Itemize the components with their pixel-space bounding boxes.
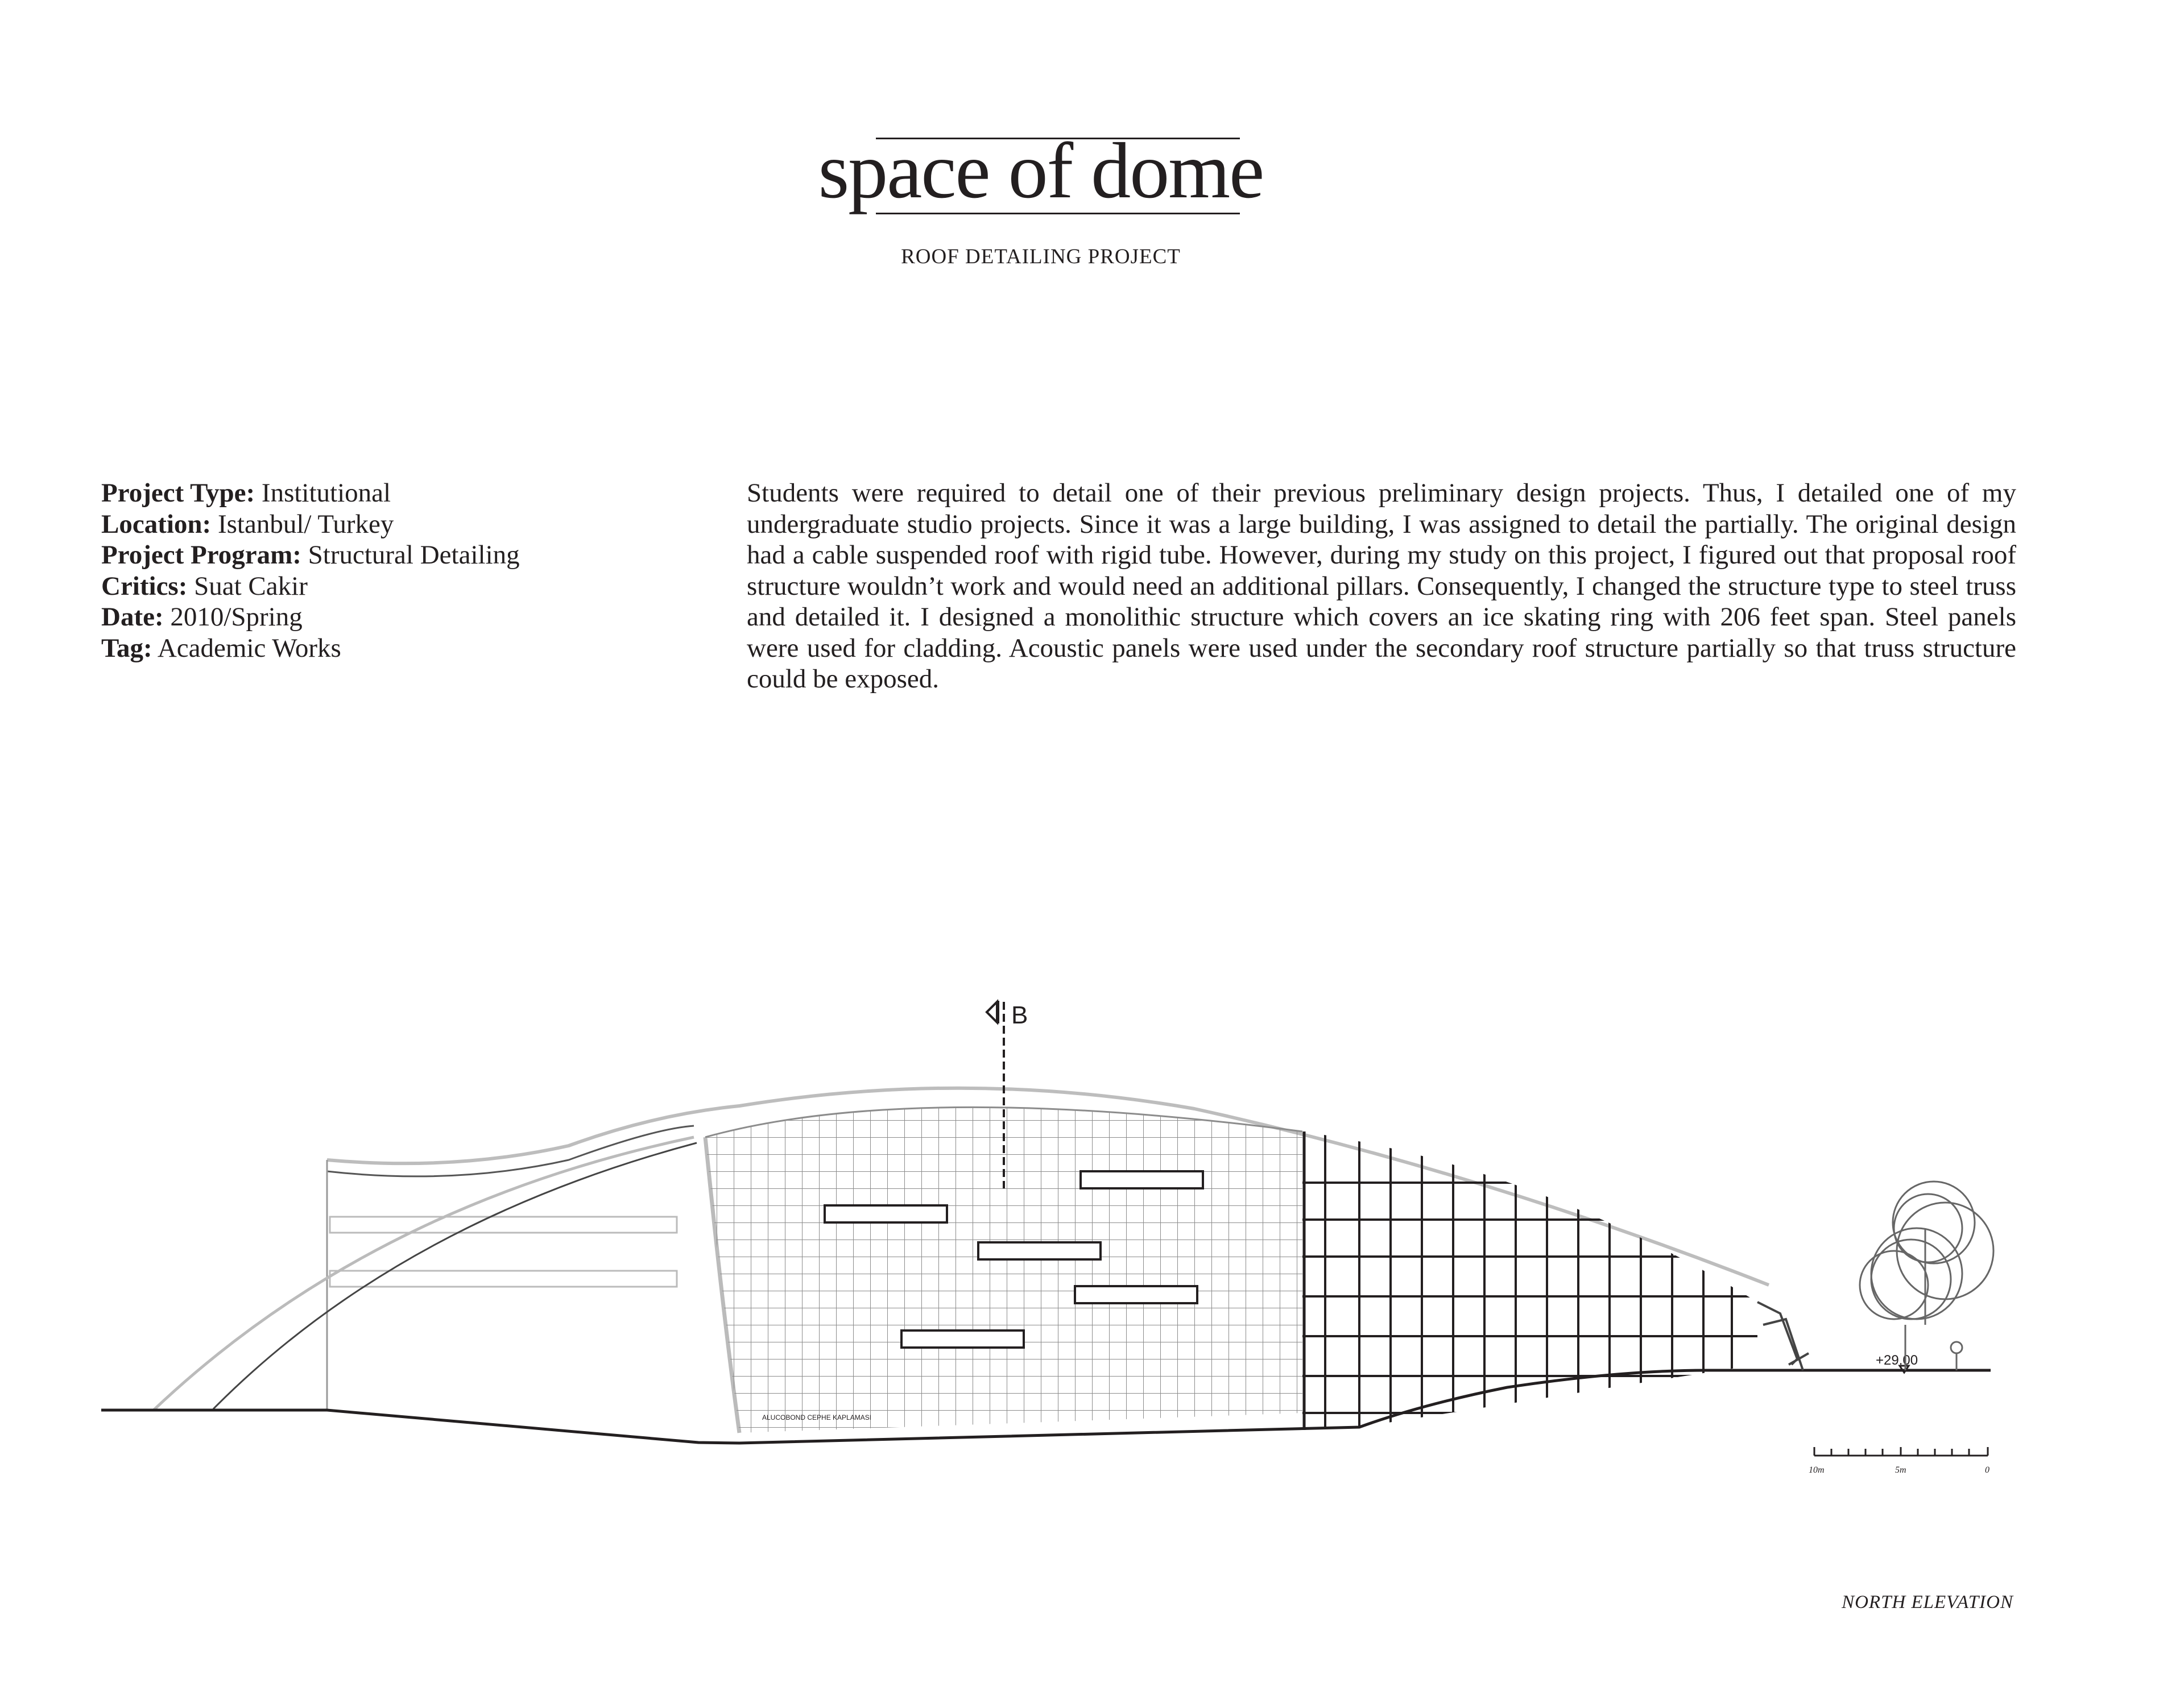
- entrance-canopy: [1757, 1302, 1809, 1370]
- info-row-tag: [101, 633, 727, 664]
- drawing-caption: NORTH ELEVATION: [1842, 1592, 2013, 1613]
- acoustic-panel: [901, 1330, 1024, 1348]
- acoustic-panel: [1081, 1171, 1203, 1188]
- section-arrow-icon: [987, 1002, 997, 1022]
- arch-inner: [213, 1143, 697, 1409]
- scale-bar: [1814, 1447, 1988, 1456]
- page-subtitle: ROOF DETAILING PROJECT: [901, 245, 1181, 268]
- scale-label-5m: 5m: [1895, 1465, 1906, 1475]
- info-row-type: [101, 478, 727, 509]
- section-marker-label: B: [1011, 1001, 1028, 1029]
- info-row-date: [101, 602, 727, 633]
- project-info: [101, 478, 727, 664]
- info-value: Structural Detailing: [308, 540, 520, 570]
- title-block: [785, 127, 1297, 358]
- tree-icon: [1860, 1182, 1993, 1370]
- info-key: Tag:: [101, 633, 152, 663]
- level-label: +29.00: [1876, 1353, 1918, 1368]
- page-title: space of dome: [818, 127, 1264, 215]
- info-value: Institutional: [261, 478, 391, 508]
- info-key: Project Program:: [101, 540, 301, 570]
- info-key: Project Type:: [101, 478, 255, 508]
- project-description: Students were required to detail one of their previous preliminary design projects. Thus, I detailed one of my undergraduate studio projects. Since it was a large building, I was assigned to detail the partially. The original design had a cable suspended roof with rigid tube. However, during my study on this project, I figured out that proposal roof structure wouldn’t work and would need an additional pillars. Consequently, I changed the structure type to steel truss and detailed it. I designed a monolithic structure which covers an ice skating ring with 206 feet span. Steel panels were used for cladding. Acoustic panels were used under the secondary roof structure partially so that truss structure could be exposed.: [747, 478, 2016, 694]
- acoustic-panel: [825, 1205, 947, 1222]
- info-value: Academic Works: [157, 633, 341, 663]
- window-band-upper: [330, 1217, 677, 1233]
- acoustic-panel: [1075, 1286, 1197, 1303]
- info-key: Location:: [101, 509, 212, 539]
- acoustic-panel: [978, 1242, 1101, 1259]
- north-elevation-drawing: [0, 967, 2184, 1478]
- info-key: Date:: [101, 602, 164, 632]
- title-rule-bottom: [876, 213, 1240, 214]
- window-band-lower: [330, 1271, 677, 1287]
- info-value: 2010/Spring: [170, 602, 303, 632]
- cladding-note: ALUCOBOND CEPHE KAPLAMASI: [762, 1414, 872, 1421]
- info-row-location: [101, 509, 727, 540]
- scale-label-0: 0: [1985, 1465, 1989, 1475]
- arch-outer: [154, 1137, 694, 1410]
- scale-label-10m: 10m: [1809, 1465, 1825, 1475]
- glazing-grid: [1302, 1126, 1763, 1433]
- info-row-critics: [101, 571, 727, 602]
- info-row-program: [101, 540, 727, 571]
- info-value: Istanbul/ Turkey: [217, 509, 394, 539]
- info-key: Critics:: [101, 571, 188, 601]
- info-value: Suat Cakir: [194, 571, 308, 601]
